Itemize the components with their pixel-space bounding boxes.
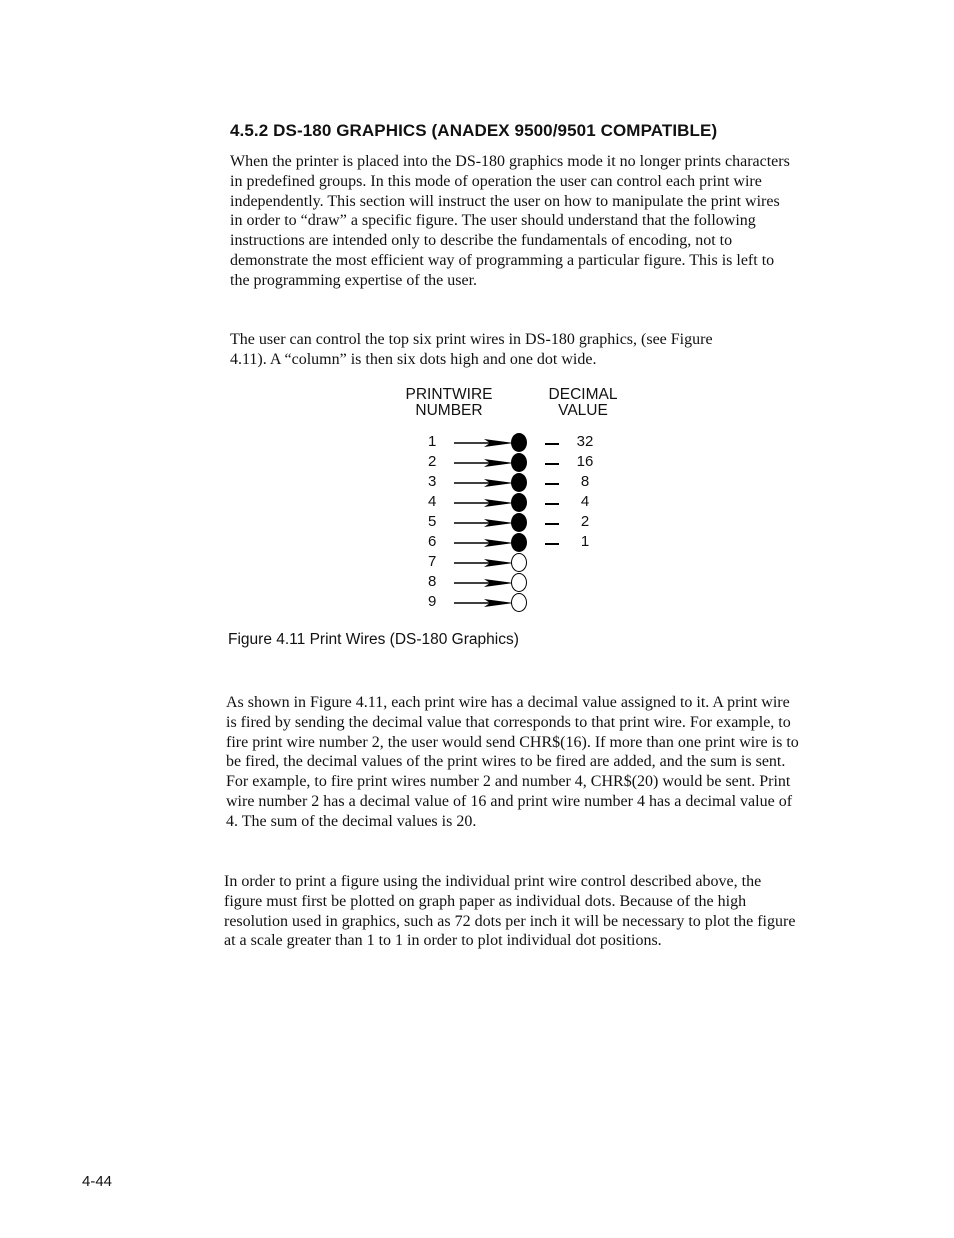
dash (545, 523, 559, 525)
filled-dot-icon (511, 493, 527, 512)
decimal-value: 1 (580, 533, 590, 550)
arrow-icon (454, 437, 516, 449)
wire-number: 2 (428, 453, 437, 470)
decimal-value: 4 (580, 493, 590, 510)
wire-row (390, 593, 650, 613)
wire-row (390, 453, 650, 473)
empty-dot-icon (511, 553, 527, 572)
arrow-icon (454, 477, 516, 489)
plotting-paragraph: In order to print a figure using the individual print wire control described above, the figure must first be plotted on graph paper as individual dots. Because of the high resolution used in graphics, such as 72 dots per inch it will be necessary to plot the figure at a scale greater than 1 to 1 in order to plot individual dot positions. (224, 873, 796, 950)
arrow-icon (454, 597, 516, 609)
page-number: 4-44 (82, 1173, 113, 1190)
empty-dot-icon (511, 593, 527, 612)
filled-dot-icon (511, 453, 527, 472)
wire-number: 8 (428, 573, 437, 590)
header-line: PRINTWIRE (405, 386, 493, 403)
wire-number: 3 (428, 473, 437, 490)
arrow-icon (454, 577, 516, 589)
wire-row (390, 493, 650, 513)
decimal-value: 16 (576, 453, 594, 470)
decimal-value-header (538, 387, 628, 419)
header-line: DECIMAL (548, 386, 618, 403)
wire-row (390, 513, 650, 533)
intro-paragraph: When the printer is placed into the DS-180 graphics mode it no longer prints characters in predefined groups. In this mode of operation the user can control each print wire independently. This section will instruct the user on how to manipulate the print wires in order to “draw” a specific figure. The user should understand that the following instructions are intended only to describe the fundamentals of encoding, not to demonstrate the most efficient way of programming a particular figure. This is left to the programming expertise of the user. (230, 153, 790, 289)
arrow-icon (454, 497, 516, 509)
wire-number: 7 (428, 553, 437, 570)
decimal-value: 32 (576, 433, 594, 450)
wire-number: 6 (428, 533, 437, 550)
printwire-number-header (390, 387, 508, 419)
filled-dot-icon (511, 473, 527, 492)
dash (545, 483, 559, 485)
filled-dot-icon (511, 513, 527, 532)
wire-number: 5 (428, 513, 437, 530)
print-wire-paragraph: The user can control the top six print wires in DS-180 graphics, (see Figure 4.11). A “column” is then six dots high and one dot wide. (230, 331, 713, 368)
section-heading: 4.5.2 DS-180 GRAPHICS (ANADEX 9500/9501 COMPATIBLE) (230, 121, 718, 140)
wire-row (390, 473, 650, 493)
wire-number: 9 (428, 593, 437, 610)
filled-dot-icon (511, 533, 527, 552)
wire-row (390, 553, 650, 573)
arrow-icon (454, 557, 516, 569)
wire-row (390, 433, 650, 453)
wire-row (390, 573, 650, 593)
figure-caption: Figure 4.11 Print Wires (DS-180 Graphics) (228, 631, 519, 648)
filled-dot-icon (511, 433, 527, 452)
wire-row (390, 533, 650, 553)
decimal-value-paragraph: As shown in Figure 4.11, each print wire has a decimal value assigned to it. A print wire is fired by sending the decimal value that corresponds to that print wire. For example, to fire print wire number 2, the user would send CHR$(16). If more than one print wire is to be fired, the decimal values of the print wires to be fired are added, and the sum is sent. For example, to fire print wires number 2 and number 4, CHR$(20) would be sent. Print wire number 2 has a decimal value of 16 and print wire number 4 has a decimal value of 4. The sum of the decimal values is 20. (226, 694, 799, 830)
decimal-value: 2 (580, 513, 590, 530)
print-wire-figure (390, 385, 650, 615)
dash (545, 463, 559, 465)
dash (545, 543, 559, 545)
wire-number: 1 (428, 433, 437, 450)
wire-number: 4 (428, 493, 437, 510)
dash (545, 503, 559, 505)
decimal-value: 8 (580, 473, 590, 490)
header-line: VALUE (558, 402, 608, 419)
arrow-icon (454, 537, 516, 549)
arrow-icon (454, 517, 516, 529)
arrow-icon (454, 457, 516, 469)
empty-dot-icon (511, 573, 527, 592)
dash (545, 443, 559, 445)
header-line: NUMBER (415, 402, 483, 419)
